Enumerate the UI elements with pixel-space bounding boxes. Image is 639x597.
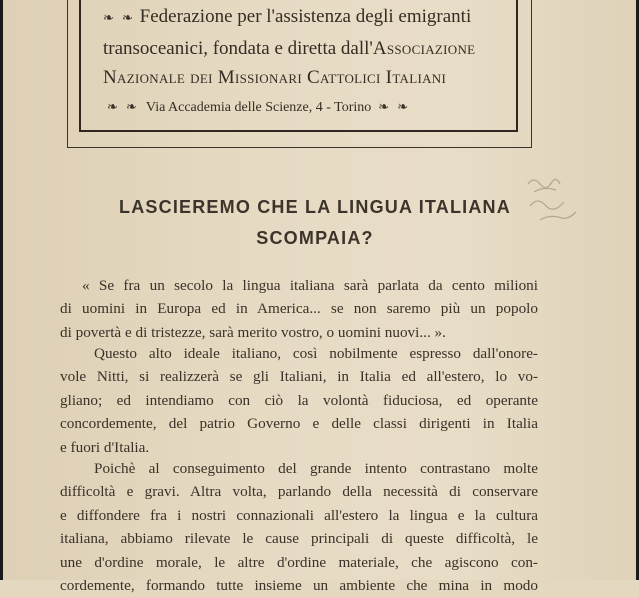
header-line-1 <box>103 6 471 28</box>
header-federation-text: Federazione per l'assistenza degli emigranti <box>139 6 472 27</box>
article-title-line-1: LASCIEREMO CHE LA LINGUA ITALIANA <box>119 197 511 217</box>
ornament-icon: ❧ ❧ <box>103 11 135 26</box>
paragraph-3 <box>60 457 538 597</box>
text-line: cordemente, formando tutte insieme un ambiente che mina in modo <box>60 577 538 595</box>
text-line: « Se fra un secolo la lingua italiana sarà parlata da cento milioni <box>82 277 538 294</box>
text-line: concordemente, del patrio Governo e delle classi dirigenti in Italia <box>60 415 538 433</box>
header-line-3: Nazionale dei Missionari Cattolici Italiani <box>103 67 447 88</box>
ornament-icon: ❧ ❧ <box>378 100 411 115</box>
text-line: Questo alto ideale italiano, così nobilmente espresso dall'onore- <box>94 345 538 362</box>
text-line: di povertà e di tristezze, sarà merito vostro, o uomini nuovi... ». <box>60 323 446 341</box>
text-line: Poichè al conseguimento del grande intento contrastano molte <box>94 460 538 477</box>
header-address-line <box>107 100 410 116</box>
ornament-icon: ❧ ❧ <box>107 100 139 115</box>
article-title-line-2: SCOMPAIA? <box>256 228 374 248</box>
text-line: italiana, abbiamo rilevate le cause principali di queste difficoltà, le <box>60 530 538 548</box>
scan-edge-left <box>0 0 3 580</box>
text-line: di uomini in Europa ed in America... se non saremo più un popolo <box>60 300 538 318</box>
header-line-2-text: transoceanici, fondata e diretta dall' <box>103 38 373 59</box>
text-line: une d'ordine morale, le altre d'ordine materiale, che agiscono con- <box>60 553 538 571</box>
header-address: Via Accademia delle Scienze, 4 - Torino <box>145 100 372 115</box>
text-line: e diffondere fra i nostri connazionali all'estero la lingua e la cultura <box>60 506 538 524</box>
text-line: e fuori d'Italia. <box>60 438 150 456</box>
paragraph-1 <box>60 274 538 344</box>
header-line-2 <box>103 38 475 60</box>
paragraph-2 <box>60 342 538 459</box>
text-line: gliano; ed intendiamo con ciò la volontà fiduciosa, ed operante <box>60 391 538 409</box>
text-line: vole Nitti, si realizzerà se gli Italiani, in Italia ed all'estero, lo vo- <box>60 368 538 386</box>
header-association-word: Associazione <box>372 38 476 59</box>
text-line: difficoltà e gravi. Altra volta, parlando della necessità di conservare <box>60 483 538 501</box>
